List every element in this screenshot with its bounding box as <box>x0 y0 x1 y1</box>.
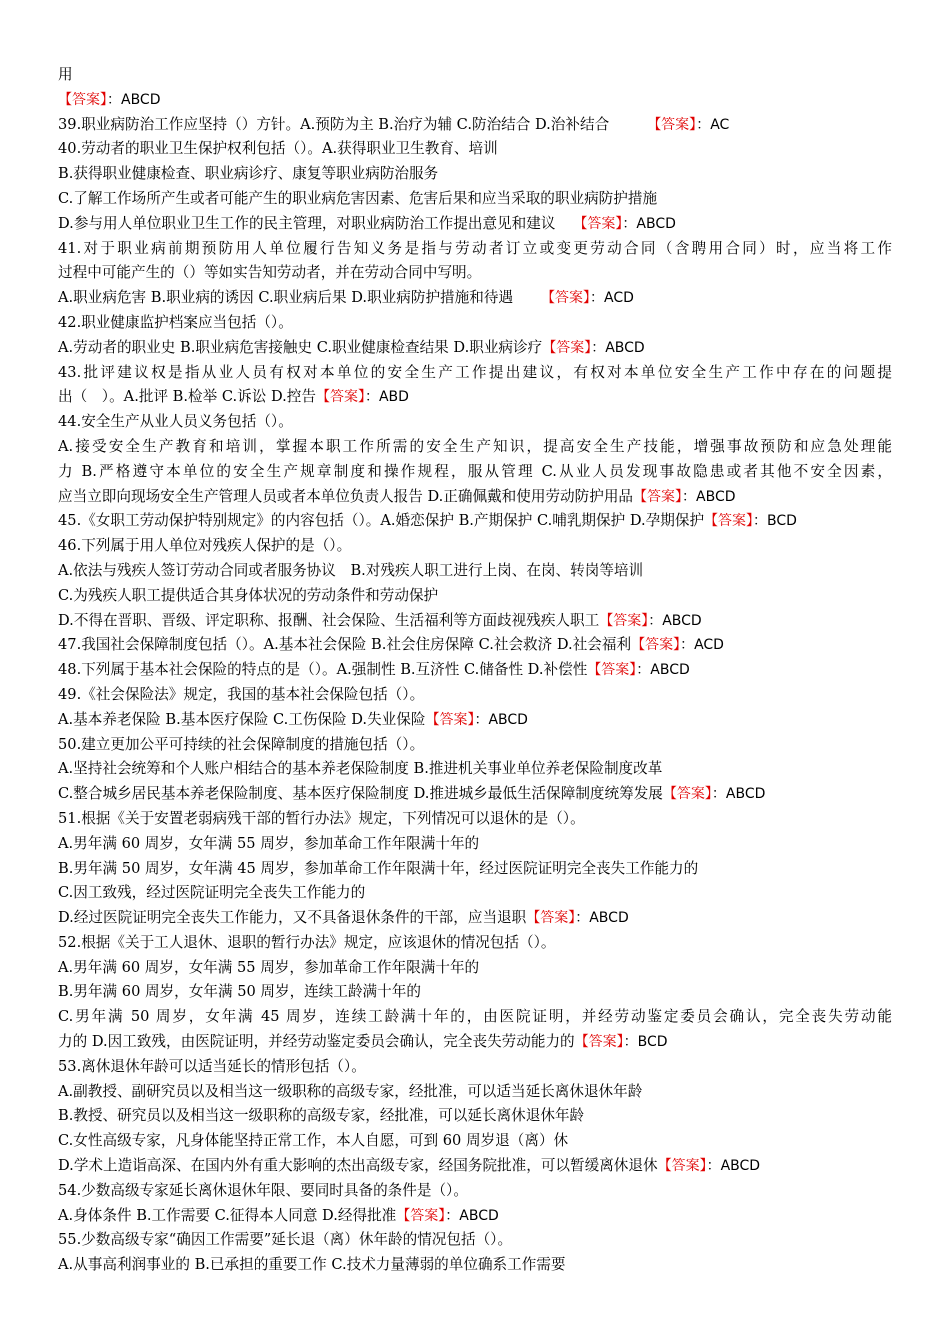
text-line <box>58 1104 892 1129</box>
line-text: A.男年满 60 周岁，女年满 55 周岁，参加革命工作年限满十年的 <box>58 834 480 852</box>
line-text: A.身体条件 B.工作需要 C.征得本人同意 D.经得批准 <box>58 1206 397 1224</box>
line-text: 应当立即向现场安全生产管理人员或者本单位负责人报告 D.正确佩戴和使用劳动防护用品 <box>58 487 634 505</box>
line-text: B.男年满 60 周岁，女年满 50 周岁，连续工龄满十年的 <box>58 983 421 1001</box>
line-text: B.获得职业健康检查、职业病诊疗、康复等职业病防治服务 <box>58 165 439 183</box>
text-line <box>58 509 892 534</box>
line-text: 40.劳动者的职业卫生保护权利包括（）。A.获得职业卫生教育、培训 <box>58 140 498 158</box>
answer-value: ABD <box>378 389 409 406</box>
answer-value: ACD <box>604 290 634 307</box>
text-line <box>58 286 892 311</box>
answer-value: ABCD <box>459 1207 499 1224</box>
line-text: D.不得在晋职、晋级、评定职称、报酬、社会保险、生活福利等方面歧视残疾人职工 <box>58 611 600 629</box>
text-line <box>58 708 892 733</box>
answer-value: ABCD <box>650 662 690 679</box>
answer-value: ABCD <box>696 488 736 505</box>
answer-colon: ： <box>682 488 697 505</box>
answer-label: 【答案】 <box>599 612 649 629</box>
text-line <box>58 237 892 262</box>
line-text: 过程中可能产生的（）等如实告知劳动者，并在劳动合同中写明。 <box>58 264 482 282</box>
text-line <box>58 559 892 584</box>
text-line <box>58 212 892 237</box>
answer-colon: ： <box>648 612 663 629</box>
text-line <box>58 584 892 609</box>
text-line <box>58 460 892 485</box>
text-line <box>58 1253 892 1278</box>
line-text: A.副教授、副研究员以及相当这一级职称的高级专家，经批准，可以适当延长离休退休年龄 <box>58 1082 643 1100</box>
text-line <box>58 906 892 931</box>
text-line <box>58 162 892 187</box>
line-text: D.参与用人单位职业卫生工作的民主管理，对职业病防治工作提出意见和建议 <box>58 214 556 232</box>
answer-value: BCD <box>637 1034 668 1051</box>
answer-colon: ： <box>622 215 637 232</box>
text-line <box>58 534 892 559</box>
text-line <box>58 757 892 782</box>
text-line <box>58 609 892 634</box>
text-line <box>58 956 892 981</box>
line-text: C.整合城乡居民基本养老保险制度、基本医疗保险制度 D.推进城乡最低生活保障制度统筹发展 <box>58 785 663 803</box>
answer-label: 【答案】 <box>662 786 712 803</box>
line-text: A.坚持社会统筹和个人账户相结合的基本养老保险制度 B.推进机关事业单位养老保险制度改革 <box>58 760 663 778</box>
text-line <box>58 832 892 857</box>
answer-colon: ： <box>636 662 651 679</box>
answer-label: 【答案】 <box>657 1158 707 1175</box>
answer-label: 【答案】 <box>541 290 591 307</box>
text-line <box>58 733 892 758</box>
line-text: B.男年满 50 周岁，女年满 45 周岁，参加革命工作年限满十年，经过医院证明完全丧失工作能力的 <box>58 859 699 877</box>
answer-colon: ： <box>107 91 121 108</box>
line-text: D.经过医院证明完全丧失工作能力，又不具备退休条件的干部，应当退职 <box>58 909 527 927</box>
answer-label: 【答案】 <box>526 910 576 927</box>
text-line <box>58 931 892 956</box>
line-text: 51.根据《关于安置老弱病残干部的暂行办法》规定，下列情况可以退休的是（）。 <box>58 809 585 827</box>
line-text: 49.《社会保险法》规定，我国的基本社会保险包括（）。 <box>58 685 425 703</box>
line-text: 用 <box>58 66 73 83</box>
text-line <box>58 336 892 361</box>
text-line <box>58 1055 892 1080</box>
answer-colon: ： <box>590 290 605 307</box>
line-text: 力 B.严格遵守本单位的安全生产规章制度和操作规程，服从管理 C.从业人员发现事故隐患或者其他不安全因素， <box>58 462 892 480</box>
answer-label: 【答案】 <box>573 215 623 232</box>
line-text: A.从事高利润事业的 B.已承担的重要工作 C.技术力量薄弱的单位确系工作需要 <box>58 1256 566 1274</box>
text-line <box>58 782 892 807</box>
line-text: A.依法与残疾人签订劳动合同或者服务协议 B.对残疾人职工进行上岗、在岗、转岗等培训 <box>58 561 644 579</box>
line-text: A.基本养老保险 B.基本医疗保险 C.工伤保险 D.失业保险 <box>58 710 426 728</box>
text-line <box>58 1204 892 1229</box>
answer-colon: ： <box>623 1034 638 1051</box>
text-line <box>58 1154 892 1179</box>
text-line <box>58 1005 892 1030</box>
line-text: C.男年满 50 周岁，女年满 45 周岁，连续工龄满十年的，由医院证明，并经劳动鉴定委员会确认，完全丧失劳动能 <box>58 1008 892 1026</box>
answer-value: ABCD <box>636 215 676 232</box>
line-text: 43.批评建议权是指从业人员有权对本单位的安全生产工作提出建议，有权对本单位安全生产工作中存在的问题提 <box>58 363 892 381</box>
answer-value: ABCD <box>725 786 766 803</box>
answer-value: ABCD <box>121 91 161 108</box>
line-text: 48.下列属于基本社会保险的特点的是（）。A.强制性 B.互济性 C.储备性 D.补偿性 <box>58 661 588 679</box>
answer-value: AC <box>710 116 730 133</box>
answer-label: 【答案】 <box>58 91 107 108</box>
answer-value: ABCD <box>720 1158 761 1175</box>
text-line <box>58 311 892 336</box>
text-line <box>58 980 892 1005</box>
line-text: 出（ ）。A.批评 B.检举 C.诉讼 D.控告 <box>58 388 316 406</box>
line-text: 53.离休退休年龄可以适当延长的情形包括（）。 <box>58 1057 366 1075</box>
line-text: 力的 D.因工致残，由医院证明，并经劳动鉴定委员会确认，完全丧失劳动能力的 <box>58 1033 575 1051</box>
line-text: D.学术上造诣高深、在国内外有重大影响的杰出高级专家，经国务院批准，可以暂缓离休退休 <box>58 1157 658 1175</box>
answer-value: ABCD <box>605 339 645 356</box>
line-text: 44.安全生产从业人员义务包括（）。 <box>58 413 293 431</box>
line-text: A.男年满 60 周岁，女年满 55 周岁，参加革命工作年限满十年的 <box>58 958 480 976</box>
line-text: 42.职业健康监护档案应当包括（）。 <box>58 313 293 331</box>
answer-label: 【答案】 <box>542 339 592 356</box>
text-line <box>58 361 892 386</box>
answer-colon: ： <box>711 786 726 803</box>
answer-label: 【答案】 <box>425 711 475 728</box>
answer-label: 【答案】 <box>631 637 681 654</box>
answer-label: 【答案】 <box>704 513 754 530</box>
text-line <box>58 1228 892 1253</box>
answer-value: BCD <box>767 513 797 530</box>
answer-colon: ： <box>364 389 379 406</box>
line-text: C.了解工作场所产生或者可能产生的职业病危害因素、危害后果和应当采取的职业病防护措施 <box>58 189 658 207</box>
answer-colon: ： <box>696 116 711 133</box>
text-line <box>58 1030 892 1055</box>
line-text: A.接受安全生产教育和培训，掌握本职工作所需的安全生产知识，提高安全生产技能，增强事故预防和应急处理能 <box>58 437 892 455</box>
answer-colon: ： <box>575 910 590 927</box>
text-line <box>58 1179 892 1204</box>
line-text: B.教授、研究员以及相当这一级职称的高级专家，经批准，可以延长离休退休年龄 <box>58 1107 585 1125</box>
line-text: 55.少数高级专家“确因工作需要”延长退（离）休年龄的情况包括（）。 <box>58 1231 513 1249</box>
text-line <box>58 881 892 906</box>
text-line <box>58 1129 892 1154</box>
answer-label: 【答案】 <box>396 1207 446 1224</box>
answer-colon: ： <box>706 1158 721 1175</box>
answer-value: ABCD <box>662 612 702 629</box>
answer-colon: ： <box>445 1207 460 1224</box>
text-line <box>58 137 892 162</box>
line-text: A.劳动者的职业史 B.职业病危害接触史 C.职业健康检查结果 D.职业病诊疗 <box>58 338 543 356</box>
line-text: 47.我国社会保障制度包括（）。A.基本社会保险 B.社会住房保障 C.社会救济 D.社会福利 <box>58 636 632 654</box>
line-text: 52.根据《关于工人退休、退职的暂行办法》规定，应该退休的情况包括（）。 <box>58 933 556 951</box>
text-line <box>58 261 892 286</box>
line-text: 54.少数高级专家延长离休退休年限、要同时具备的条件是（）。 <box>58 1181 468 1199</box>
line-text: A.职业病危害 B.职业病的诱因 C.职业病后果 D.职业病防护措施和待遇 <box>58 289 514 307</box>
text-line <box>58 88 892 113</box>
line-text: 46.下列属于用人单位对残疾人保护的是（）。 <box>58 537 352 555</box>
line-text: 50.建立更加公平可持续的社会保障制度的措施包括（）。 <box>58 735 425 753</box>
line-text: C.为残疾人职工提供适合其身体状况的劳动条件和劳动保护 <box>58 586 439 604</box>
answer-colon: ： <box>753 513 768 530</box>
text-line <box>58 63 892 88</box>
answer-label: 【答案】 <box>647 116 697 133</box>
line-text: C.因工致残，经过医院证明完全丧失工作能力的 <box>58 884 366 902</box>
text-line <box>58 385 892 410</box>
answer-label: 【答案】 <box>587 662 637 679</box>
answer-label: 【答案】 <box>574 1034 624 1051</box>
text-line <box>58 633 892 658</box>
answer-colon: ： <box>474 711 489 728</box>
line-text: 39.职业病防治工作应坚持（）方针。A.预防为主 B.治疗为辅 C.防治结合 D.治补结合 <box>58 115 610 133</box>
answer-label: 【答案】 <box>315 389 365 406</box>
text-line <box>58 410 892 435</box>
answer-colon: ： <box>680 637 695 654</box>
line-text: 45.《女职工劳动保护特别规定》的内容包括（）。A.婚恋保护 B.产期保护 C.哺乳期保护 D.孕期保护 <box>58 512 705 530</box>
text-line <box>58 435 892 460</box>
answer-label: 【答案】 <box>633 488 683 505</box>
answer-value: ABCD <box>488 711 528 728</box>
text-line <box>58 807 892 832</box>
answer-colon: ： <box>591 339 606 356</box>
answer-value: ACD <box>694 637 724 654</box>
text-line <box>58 658 892 683</box>
text-line <box>58 1080 892 1105</box>
line-text: 41.对于职业病前期预防用人单位履行告知义务是指与劳动者订立或变更劳动合同（含聘用合同）时，应当将工作 <box>58 239 892 257</box>
answer-value: ABCD <box>589 910 629 927</box>
text-line <box>58 485 892 510</box>
text-line <box>58 113 892 138</box>
document-body <box>58 63 892 1278</box>
text-line <box>58 187 892 212</box>
line-text: C.女性高级专家，凡身体能坚持正常工作，本人自愿，可到 60 周岁退（离）休 <box>58 1132 569 1150</box>
text-line <box>58 683 892 708</box>
text-line <box>58 857 892 882</box>
